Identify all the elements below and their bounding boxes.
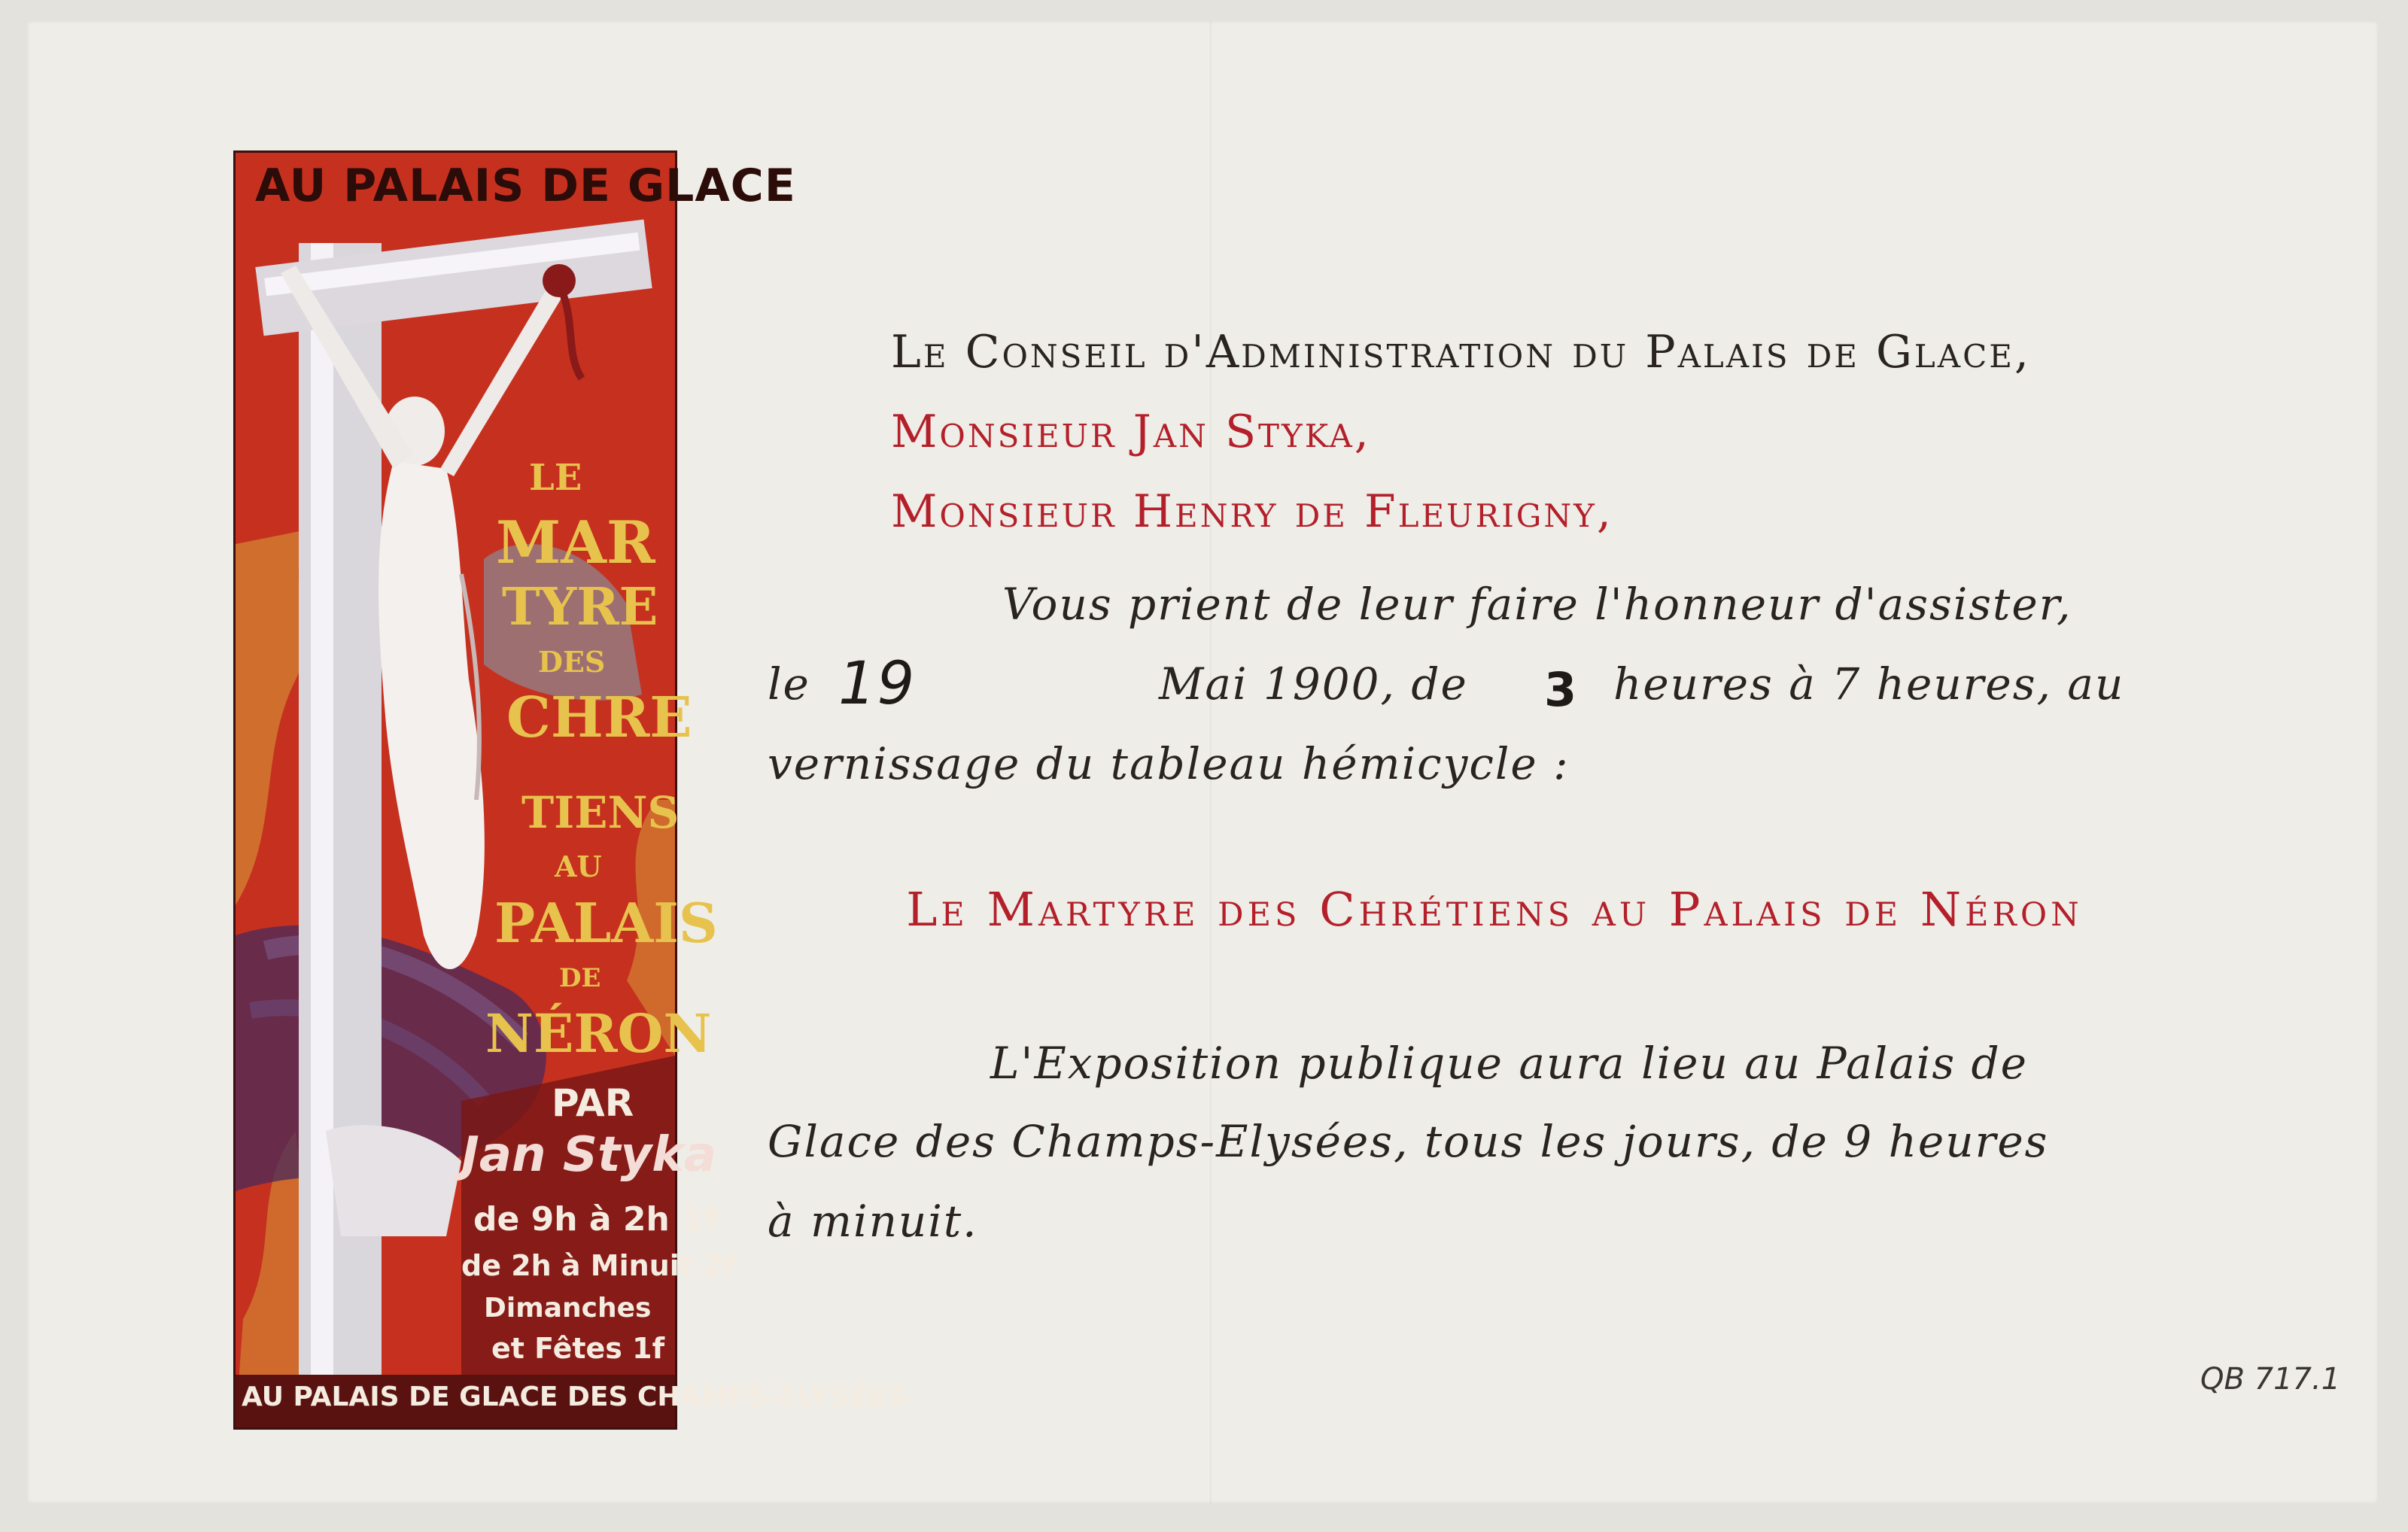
- poster-artist: Jan Styka: [461, 1127, 716, 1183]
- handwritten-day: 19: [838, 650, 917, 718]
- poster-title-line: TIENS: [521, 787, 680, 838]
- exhibition-line: Glace des Champs-Elysées, tous les jours, de 9 heures: [768, 1116, 2049, 1167]
- poster-par: PAR: [552, 1081, 634, 1125]
- poster-title-line: AU: [555, 850, 602, 883]
- poster-hours: Dimanches: [484, 1293, 652, 1324]
- poster-title-line: LE: [529, 457, 582, 499]
- exhibition-line: à minuit.: [768, 1196, 978, 1247]
- painting-title: Le Martyre des Chrétiens au Palais de Néron: [906, 882, 2083, 937]
- date-month-year: Mai 1900, de: [1159, 658, 1468, 710]
- date-prefix: le: [768, 658, 810, 710]
- poster-title-line: NÉRON: [485, 1002, 712, 1065]
- vernissage-line: vernissage du tableau hémicycle :: [768, 738, 1570, 789]
- poster-title-line: DE: [559, 963, 601, 993]
- shelfmark: QB 717.1: [2200, 1362, 2341, 1397]
- host-name: Monsieur Jan Styka,: [891, 406, 1371, 458]
- poster-title-line: MAR: [496, 509, 655, 577]
- poster-top-text: AU PALAIS DE GLACE: [255, 160, 796, 212]
- invitation-card: [27, 21, 2378, 1503]
- poster-title-line: DES: [538, 645, 606, 679]
- council-heading: Le Conseil d'Administration du Palais de Glace,: [891, 326, 2031, 378]
- poster-title-line: CHRE: [506, 685, 692, 750]
- date-end: heures à 7 heures, au: [1613, 658, 2125, 710]
- poster-title-line: TYRE: [502, 577, 658, 637]
- handwritten-hour: 3: [1544, 662, 1579, 717]
- poster-hours: et Fêtes 1f: [491, 1332, 665, 1365]
- poster-title-line: PALAIS: [494, 891, 718, 955]
- poster-hours: de 9h à 2h 1f: [473, 1200, 719, 1239]
- poster-hours: de 2h à Minuit 2f: [461, 1249, 736, 1282]
- poster-bottom-text: AU PALAIS DE GLACE DES CHAMPS-ELYSÉES: [242, 1382, 906, 1412]
- host-name: Monsieur Henry de Fleurigny,: [891, 485, 1613, 538]
- exhibition-line: L'Exposition publique aura lieu au Palais de: [990, 1038, 2028, 1089]
- invite-line: Vous prient de leur faire l'honneur d'assister,: [1002, 579, 2072, 630]
